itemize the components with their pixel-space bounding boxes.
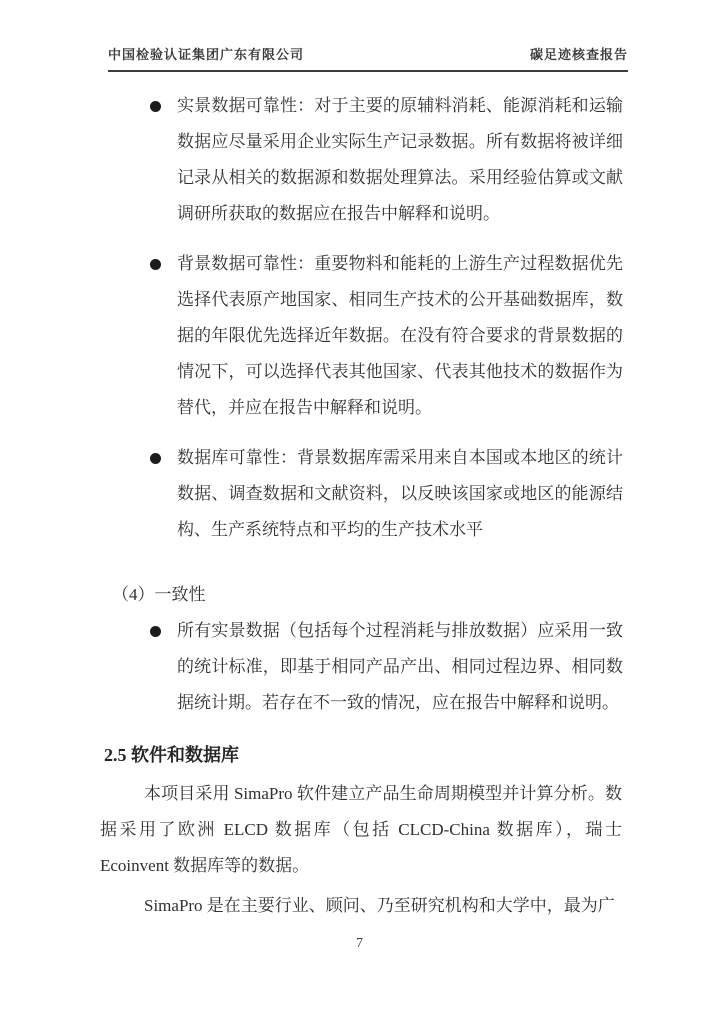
bullet-item-consistency xyxy=(177,613,623,721)
body-paragraph-simapro-usage: SimaPro 是在主要行业、顾问、乃至研究机构和大学中，最为广 xyxy=(144,896,615,915)
bullet-icon xyxy=(150,101,161,112)
bullet-text: 背景数据可靠性：重要物料和能耗的上游生产过程数据优先选择代表原产地国家、相同生产技术的公开基础数据库，数据的年限优先选择近年数据。在没有符合要求的背景数据的情况下，可以选择代表其他国家、代表其他技术的数据作为替代，并应在报告中解释和说明。 xyxy=(177,254,623,417)
reliability-bullet-list xyxy=(177,88,623,548)
body-paragraph-simapro-intro: 本项目采用 SimaPro 软件建立产品生命周期模型并计算分析。数据采用了欧洲 ELCD 数据库（包括 CLCD-China 数据库），瑞士 Ecoinvent 数据库等的数据。 xyxy=(100,784,622,875)
page-number: 7 xyxy=(356,936,363,951)
bullet-text: 所有实景数据（包括每个过程消耗与排放数据）应采用一致的统计标准，即基于相同产品产出、相同过程边界、相同数据统计期。若存在不一致的情况，应在报告中解释和说明。 xyxy=(177,621,623,712)
header-report-title: 碳足迹核查报告 xyxy=(529,47,628,62)
page-footer xyxy=(0,936,719,952)
bullet-item-database xyxy=(177,440,623,548)
bullet-text: 数据库可靠性：背景数据库需采用来自本国或本地区的统计数据、调查数据和文献资料，以反映该国家或地区的能源结构、生产系统特点和平均的生产技术水平 xyxy=(177,448,623,539)
bullet-item-activity-data xyxy=(177,88,623,232)
bullet-icon xyxy=(150,626,161,637)
section-heading-software-database: 2.5 软件和数据库 xyxy=(104,745,239,765)
bullet-icon xyxy=(150,453,161,464)
bullet-text: 实景数据可靠性：对于主要的原辅料消耗、能源消耗和运输数据应尽量采用企业实际生产记录数据。所有数据将被详细记录从相关的数据源和数据处理算法。采用经验估算或文献调研所获取的数据应在报告中解释和说明。 xyxy=(177,96,623,223)
bullet-item-background-data xyxy=(177,246,623,426)
bullet-icon xyxy=(150,259,161,270)
page-header xyxy=(108,44,628,72)
consistency-subheading: （4）一致性 xyxy=(112,585,206,604)
header-company-name: 中国检验认证集团广东有限公司 xyxy=(108,47,305,62)
consistency-bullet-list xyxy=(177,613,623,721)
